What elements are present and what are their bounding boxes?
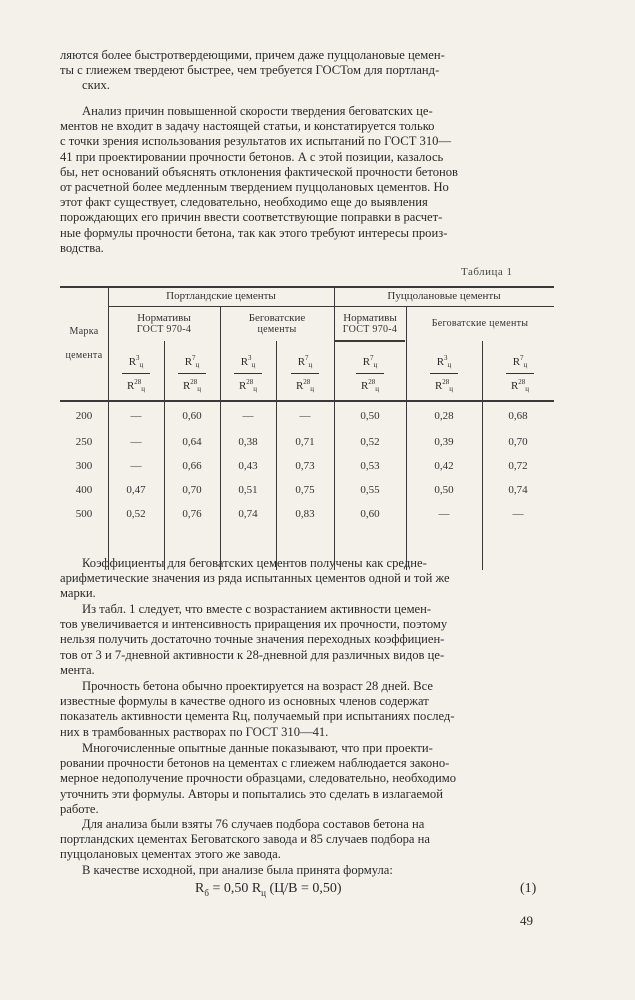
- column-rule: [276, 341, 277, 570]
- cement-coefficients-table: [60, 286, 554, 570]
- pz-begovat-header: Беговатские цементы: [431, 318, 529, 329]
- table-cell: 0,51: [238, 484, 258, 496]
- text-line: бы, нет оснований объяснять отклонения фактической прочности бетонов: [60, 164, 458, 179]
- text-line: арифметические значения из ряда испытанных цементов одной и той же: [60, 571, 450, 586]
- table-reference-paragraph: [60, 602, 554, 678]
- table-cell: 0,60: [360, 508, 380, 520]
- strength-paragraph: [60, 679, 554, 740]
- coefficients-paragraph: [60, 556, 554, 602]
- table-cell-mark: 500: [75, 508, 93, 520]
- text-line: уточнить эти формулы. Авторы и попытались это сделать в излагаемой: [60, 786, 443, 801]
- table-cell: 0,75: [295, 484, 315, 496]
- text-line: В качестве исходной, при анализе была принята формула:: [82, 862, 393, 877]
- cases-paragraph: [60, 817, 554, 878]
- table-cell: —: [242, 410, 254, 422]
- table-cell-mark: 300: [75, 460, 93, 472]
- text-line: тов от 3 и 7-дневной активности к 28-дневной для различных видов це-: [60, 647, 445, 662]
- portland-group-header: Портландские цементы: [166, 290, 276, 302]
- text-line: нельзя получить достаточно точные значения переходных коэффициен-: [60, 632, 445, 647]
- table-cell: —: [130, 436, 142, 448]
- mark-header: Марка: [69, 326, 99, 337]
- text-line: портландских цементах Беговатского завода и 85 случаев подбора на: [60, 832, 430, 847]
- table-cell-mark: 200: [75, 410, 93, 422]
- ratio-header-r7-r28: $R^7_ц$ $R^{28}_ц$: [350, 352, 390, 396]
- text-line: известные формулы в качестве одного из основных членов содержат: [60, 694, 429, 709]
- ratio-header-r7-r28: $R^7_ц$ $R^{28}_ц$: [500, 352, 540, 396]
- table-cell: 0,66: [182, 460, 202, 472]
- table-cell: —: [512, 508, 524, 520]
- formula: $R_б = 0,50$ $R_ц$ (Ц/В = 0,50): [195, 881, 342, 898]
- table-cell: 0,47: [126, 484, 146, 496]
- text-line: от расчетной более медленным твердением пуццолановых цементов. Но: [60, 180, 449, 195]
- group-header-rule: [108, 306, 554, 307]
- text-line: ментов не входит в задачу настоящей статьи, и констатируется только: [60, 119, 435, 134]
- table-cell: 0,55: [360, 484, 380, 496]
- text-line: ляются более быстротвердеющими, причем даже пуццолановые цемен-: [60, 48, 445, 62]
- column-rule: [482, 341, 483, 570]
- text-line: ные формулы прочности бетона, так как этого требуют интересы произ-: [60, 225, 448, 240]
- table-cell: 0,74: [238, 508, 258, 520]
- begovat-header-2: цементы: [257, 324, 297, 335]
- text-line: пуццолановых цементах этого же завода.: [60, 847, 281, 862]
- table-cell: 0,68: [508, 410, 528, 422]
- text-line: Из табл. 1 следует, что вместе с возрастанием активности цемен-: [82, 602, 432, 616]
- text-line: Для анализа были взяты 76 случаев подбора составов бетона на: [82, 817, 425, 831]
- table-cell: 0,76: [182, 508, 202, 520]
- table-cell: 0,28: [434, 410, 454, 422]
- ratio-header-r3-r28: $R^3_ц$ $R^{28}_ц$: [228, 352, 268, 396]
- text-line: показатель активности цемента Rц, получаемый при испытаниях послед-: [60, 709, 455, 724]
- text-line: водства.: [60, 240, 104, 255]
- text-line: марки.: [60, 586, 96, 601]
- table-cell: 0,64: [182, 436, 202, 448]
- normatives-header: Нормативы: [137, 312, 191, 324]
- table-cell: 0,73: [295, 460, 315, 472]
- ratio-header-r3-r28: $R^3_ц$ $R^{28}_ц$: [116, 352, 156, 396]
- table-cell: 0,70: [508, 436, 528, 448]
- ratio-header-r3-r28: $R^3_ц$ $R^{28}_ц$: [424, 352, 464, 396]
- table-cell: 0,50: [434, 484, 454, 496]
- table-cell: 0,70: [182, 484, 202, 496]
- equation-number: (1): [520, 881, 537, 896]
- table-cell: 0,50: [360, 410, 380, 422]
- text-line: Многочисленные опытные данные показывают, что при проекти-: [82, 741, 433, 755]
- text-line: ских.: [82, 78, 110, 93]
- table-cell: —: [130, 460, 142, 472]
- column-rule: [164, 341, 165, 570]
- pz-gost-header: ГОСТ 970-4: [342, 324, 398, 335]
- intro-paragraph: [60, 48, 554, 94]
- pozzolan-group-header: Пуццолановые цементы: [387, 290, 501, 302]
- table-cell: 0,74: [508, 484, 528, 496]
- text-line: них в трамбованных растворах по ГОСТ 310—41.: [60, 724, 329, 739]
- table-cell: 0,39: [434, 436, 454, 448]
- mark-header-2: цемента: [65, 350, 103, 361]
- experiments-paragraph: [60, 741, 554, 817]
- text-line: работе.: [60, 801, 99, 816]
- text-line: Анализ причин повышенной скорости твердения беговатских це-: [82, 104, 433, 118]
- ratio-header-r7-r28: $R^7_ц$ $R^{28}_ц$: [285, 352, 325, 396]
- text-line: 41 при проектировании прочности бетонов. А с этой позиции, казалось: [60, 149, 444, 164]
- table-cell: —: [299, 410, 311, 422]
- table-cell-mark: 400: [75, 484, 93, 496]
- table-cell-mark: 250: [75, 436, 93, 448]
- table-cell: 0,42: [434, 460, 454, 472]
- table-cell: 0,52: [126, 508, 146, 520]
- text-line: ровании прочности бетонов на цементах с глиежем наблюдается законо-: [60, 756, 450, 771]
- table-caption: Таблица 1: [461, 266, 513, 278]
- begovat-header: Беговатские: [248, 312, 306, 324]
- analysis-paragraph: [60, 104, 554, 256]
- table-top-rule: [60, 286, 554, 288]
- pz-normatives-header: Нормативы: [343, 312, 397, 324]
- text-line: тов увеличивается и интенсивность приращения их прочности, поэтому: [60, 617, 448, 632]
- table-cell: 0,38: [238, 436, 258, 448]
- text-line: ты с глиежем твердеют быстрее, чем требуется ГОСТом для портланд-: [60, 63, 440, 78]
- table-cell: 0,60: [182, 410, 202, 422]
- header-bottom-rule: [60, 400, 554, 402]
- table-cell: —: [130, 410, 142, 422]
- table-cell: 0,71: [295, 436, 315, 448]
- table-cell: —: [438, 508, 450, 520]
- table-cell: 0,72: [508, 460, 528, 472]
- text-line: мента.: [60, 662, 95, 677]
- table-cell: 0,52: [360, 436, 380, 448]
- text-line: Коэффициенты для беговатских цементов получены как средне-: [82, 556, 427, 570]
- text-line: с точки зрения использования результатов их испытаний по ГОСТ 310—: [60, 134, 452, 149]
- text-line: порождающих его причин ввести соответствующие поправки в расчет-: [60, 210, 443, 225]
- subheader-rule: [335, 340, 405, 342]
- page-number: 49: [520, 913, 533, 928]
- ratio-header-r7-r28: $R^7_ц$ $R^{28}_ц$: [172, 352, 212, 396]
- gost-header: ГОСТ 970-4: [136, 324, 192, 335]
- table-cell: 0,43: [238, 460, 258, 472]
- text-line: мерное недополучение прочности образцами, следовательно, необходимо: [60, 771, 457, 786]
- table-cell: 0,83: [295, 508, 315, 520]
- text-line: Прочность бетона обычно проектируется на возраст 28 дней. Все: [82, 679, 433, 693]
- table-cell: 0,53: [360, 460, 380, 472]
- text-line: этот факт существует, следовательно, необходимо еще до выявления: [60, 195, 428, 210]
